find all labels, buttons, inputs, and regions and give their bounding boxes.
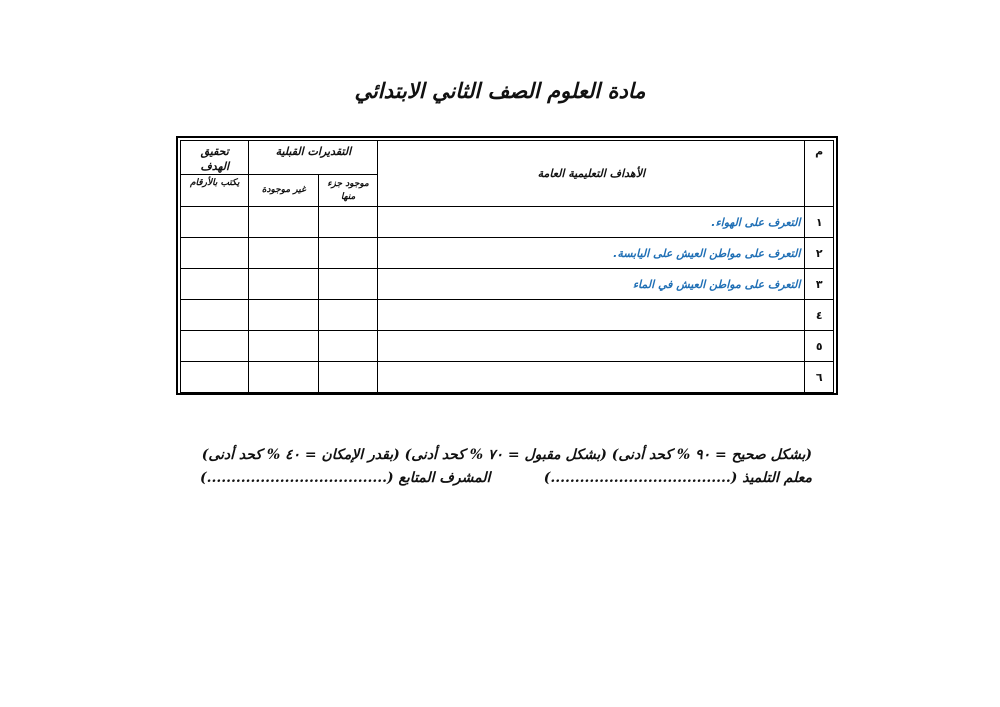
header-goals: الأهداف التعليمية العامة [378, 141, 805, 207]
cell-partly-present[interactable] [318, 362, 377, 393]
cell-not-present[interactable] [249, 300, 318, 331]
row-number: ٤ [805, 300, 834, 331]
objectives-table [180, 140, 834, 393]
cell-partly-present[interactable] [318, 238, 377, 269]
row-goal: التعرف على مواطن العيش على اليابسة. [378, 238, 805, 269]
header-partly-present: موجود جزء منها [318, 175, 377, 207]
header-goal-achievement: تحقيق الهدف [181, 141, 249, 175]
table-row [181, 362, 834, 393]
header-not-present: غير موجودة [249, 175, 318, 207]
document-title: مادة العلوم الصف الثاني الابتدائي [354, 78, 646, 103]
cell-goal-achievement[interactable] [181, 300, 249, 331]
table-row [181, 331, 834, 362]
row-number: ١ [805, 207, 834, 238]
row-number: ٣ [805, 269, 834, 300]
cell-partly-present[interactable] [318, 331, 377, 362]
signature-line [200, 470, 812, 494]
row-goal: التعرف على الهواء. [378, 207, 805, 238]
cell-goal-achievement[interactable] [181, 269, 249, 300]
row-number: ٥ [805, 331, 834, 362]
cell-goal-achievement[interactable] [181, 238, 249, 269]
header-prior-estimates: التقديرات القبلية [249, 141, 378, 175]
cell-not-present[interactable] [249, 362, 318, 393]
header-number: م [805, 141, 834, 207]
header-write-in-numbers: يكتب بالأرقام [181, 175, 249, 207]
teacher-signature: معلم التلميذ (.....................................) [543, 470, 812, 486]
row-goal [378, 331, 805, 362]
row-number: ٦ [805, 362, 834, 393]
cell-not-present[interactable] [249, 207, 318, 238]
table-row [181, 300, 834, 331]
rating-scale-text: (بشكل صحيح = ٩٠ % كحد أدنى) (بشكل مقبول = ٧٠ % كحد أدنى) (بقدر الإمكان = ٤٠ % كحد أدنى) [201, 447, 812, 463]
supervisor-signature: المشرف المتابع (.....................................) [200, 470, 491, 486]
cell-goal-achievement[interactable] [181, 207, 249, 238]
row-number: ٢ [805, 238, 834, 269]
cell-not-present[interactable] [249, 269, 318, 300]
table-row [181, 269, 834, 300]
row-goal [378, 362, 805, 393]
row-goal: التعرف على مواطن العيش في الماء [378, 269, 805, 300]
table-header-row [181, 141, 834, 175]
cell-not-present[interactable] [249, 238, 318, 269]
cell-goal-achievement[interactable] [181, 362, 249, 393]
cell-partly-present[interactable] [318, 207, 377, 238]
cell-partly-present[interactable] [318, 269, 377, 300]
cell-goal-achievement[interactable] [181, 331, 249, 362]
table-row [181, 207, 834, 238]
cell-not-present[interactable] [249, 331, 318, 362]
table-row [181, 238, 834, 269]
cell-partly-present[interactable] [318, 300, 377, 331]
row-goal [378, 300, 805, 331]
